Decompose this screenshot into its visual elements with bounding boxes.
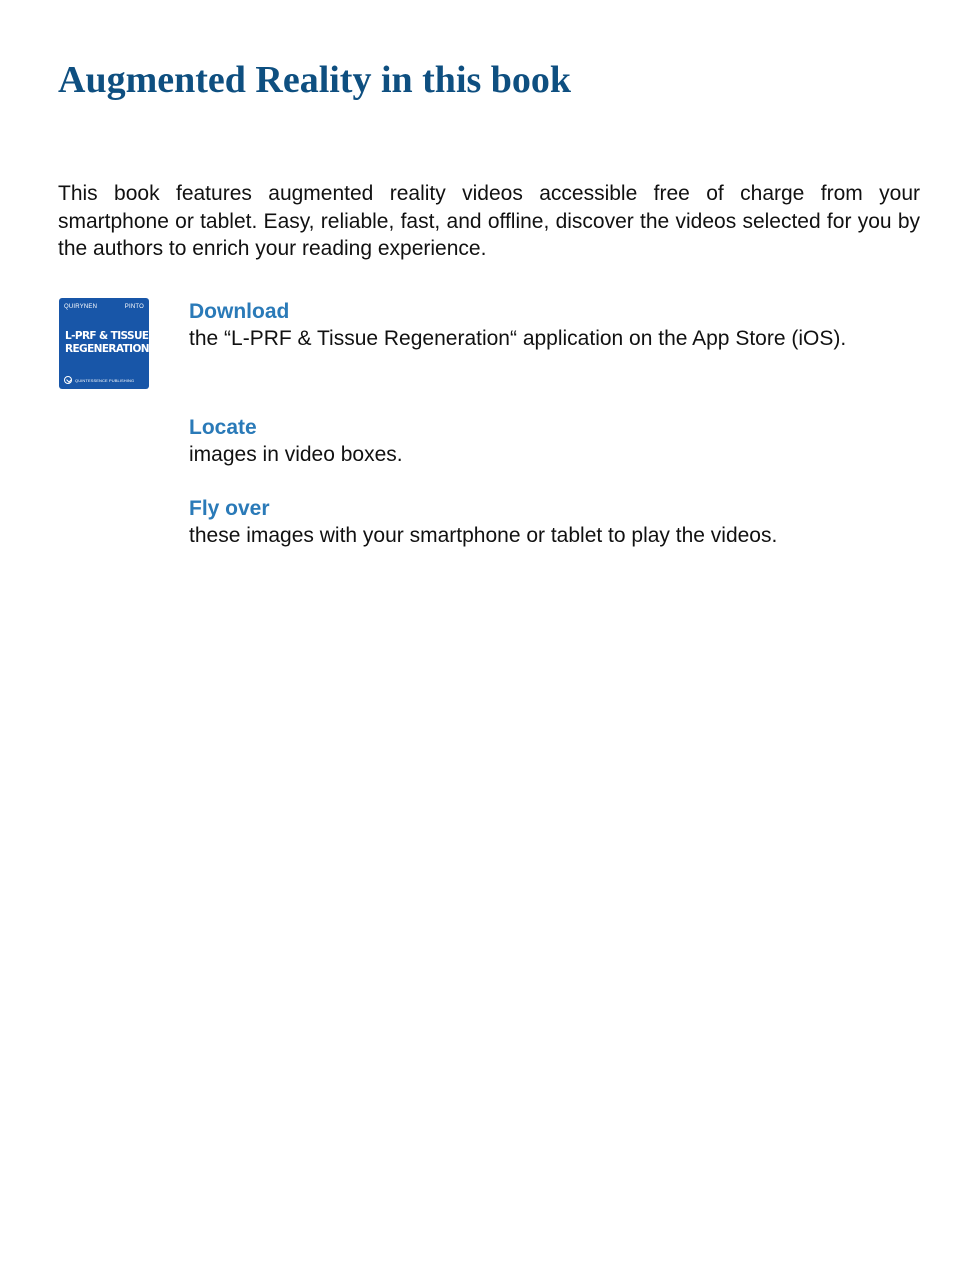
intro-paragraph: This book features augmented reality videos accessible free of charge from your smartphone or tablet. Easy, reliable, fast, and offline, discover the videos selected for you by the authors to enrich your reading experience. [58, 182, 920, 260]
step-text-flyover: these images with your smartphone or tablet to play the videos. [189, 524, 778, 547]
app-icon [59, 298, 149, 389]
page-title: Augmented Reality in this book [58, 59, 572, 101]
app-icon-authors [64, 304, 144, 311]
step-text-locate: images in video boxes. [189, 443, 403, 466]
app-icon-publisher-name: QUINTESSENCE PUBLISHING [75, 377, 135, 383]
publisher-logo-icon [64, 376, 72, 384]
step-flyover [189, 495, 949, 549]
app-icon-author-right: PINTO [124, 304, 144, 310]
step-download [189, 298, 949, 352]
step-heading-download: Download [189, 300, 290, 323]
app-icon-author-left: QUIRYNEN [64, 304, 98, 310]
step-locate [189, 414, 949, 468]
step-heading-flyover: Fly over [189, 497, 270, 520]
step-text-download: the “L-PRF & Tissue Regeneration“ application on the App Store (iOS). [189, 327, 847, 350]
app-icon-title: L-PRF & TISSUE REGENERATION [65, 330, 149, 355]
step-heading-locate: Locate [189, 416, 257, 439]
app-icon-publisher [64, 376, 134, 384]
